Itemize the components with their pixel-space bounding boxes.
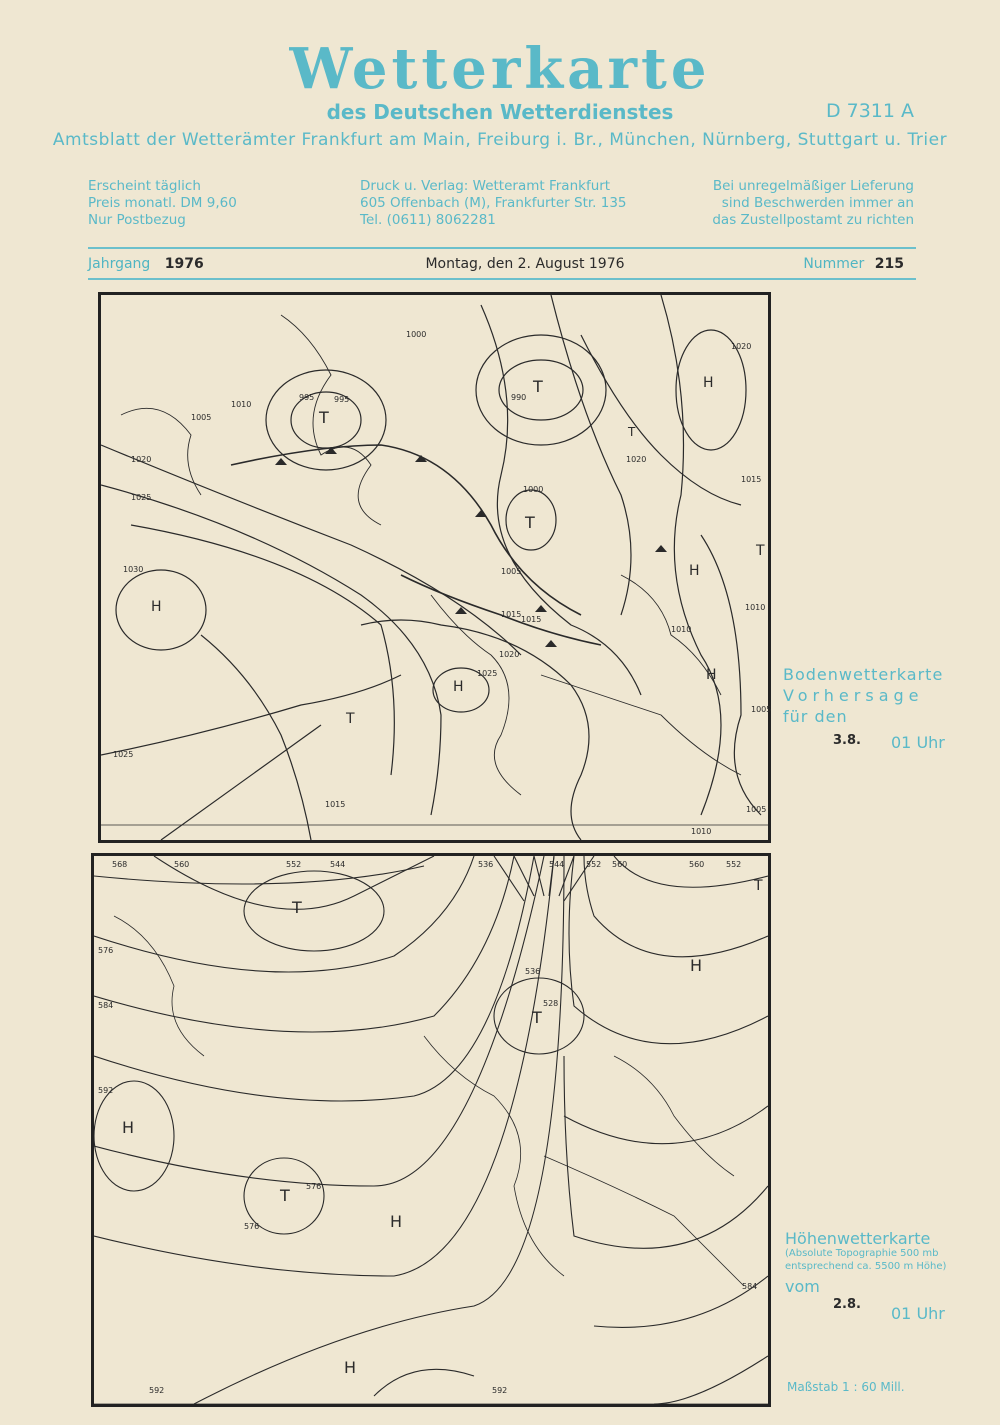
isobar-label: 1010 <box>231 400 252 409</box>
nummer <box>803 256 904 272</box>
high-pressure-label: H <box>344 1358 357 1377</box>
isobar-label: 995 <box>299 393 315 402</box>
isobar-label: 1015 <box>521 615 542 624</box>
amtsblatt-line: Amtsblatt der Wetterämter Frankfurt am Main, Freiburg i. Br., München, Nürnberg, Stuttgart u. Trier <box>52 130 948 150</box>
contour-label: 560 <box>612 860 628 869</box>
delivery-info <box>712 178 914 229</box>
isobar-label: 1020 <box>731 342 752 351</box>
contour-label: 568 <box>112 860 128 869</box>
high-pressure-label: H <box>453 679 464 695</box>
isobar-label: 1000 <box>406 330 427 339</box>
surface-map-date: 3.8. <box>833 733 861 748</box>
low-pressure-label: T <box>756 543 765 559</box>
surface-map-drawing <box>101 295 768 840</box>
isobar-label: 1015 <box>501 610 522 619</box>
isobar-label: 1020 <box>131 455 152 464</box>
high-pressure-label: H <box>151 599 162 615</box>
high-pressure-label: H <box>122 1118 135 1137</box>
surface-map-caption <box>783 664 943 727</box>
newspaper-title: Wetterkarte <box>289 36 711 102</box>
info-line: Nur Postbezug <box>88 212 186 228</box>
caption-line: (Absolute Topographie 500 mb <box>785 1248 939 1259</box>
info-line: Druck u. Verlag: Wetteramt Frankfurt <box>360 178 611 194</box>
contour-label: 544 <box>330 860 346 869</box>
map-scale: Maßstab 1 : 60 Mill. <box>787 1380 905 1394</box>
contour-label: 560 <box>174 860 190 869</box>
info-line: Erscheint täglich <box>88 178 201 194</box>
isobar-label: 1005 <box>501 567 522 576</box>
upper-air-map-date: 2.8. <box>833 1297 861 1312</box>
isobar-label: 1005 <box>751 705 772 714</box>
info-line: sind Beschwerden immer an <box>721 195 914 211</box>
caption-line: für den <box>783 707 848 726</box>
nummer-label: Nummer <box>803 256 865 272</box>
upper-air-map-drawing <box>94 856 768 1404</box>
contour-label: 544 <box>549 860 565 869</box>
contour-label: 576 <box>244 1222 260 1231</box>
contour-label: 552 <box>286 860 302 869</box>
upper-air-map <box>91 853 771 1407</box>
low-pressure-label: T <box>319 408 329 427</box>
jahrgang-label: Jahrgang <box>88 256 151 272</box>
contour-label: 584 <box>742 1282 758 1291</box>
issue-code: D 7311 A <box>825 100 914 122</box>
contour-label: 560 <box>689 860 705 869</box>
info-line: Preis monatl. DM 9,60 <box>88 195 237 211</box>
low-pressure-label: T <box>346 711 355 727</box>
low-pressure-label: T <box>525 513 535 532</box>
header-rule-top <box>88 247 916 249</box>
header-rule-bottom <box>88 278 916 280</box>
contour-label: 536 <box>525 967 541 976</box>
info-line: das Zustellpostamt zu richten <box>712 212 914 228</box>
isobar-label: 1000 <box>523 485 544 494</box>
contour-label: 552 <box>726 860 742 869</box>
caption-line: Vorhersage <box>783 686 924 705</box>
low-pressure-label: T <box>628 425 636 439</box>
low-pressure-label: T <box>532 1008 542 1027</box>
isobar-label: 1005 <box>746 805 767 814</box>
isobar-label: 1025 <box>131 493 152 502</box>
isobar-label: 1020 <box>499 650 520 659</box>
contour-label: 592 <box>149 1386 165 1395</box>
caption-line: Bodenwetterkarte <box>783 665 944 684</box>
high-pressure-label: H <box>689 563 700 579</box>
info-line: Bei unregelmäßiger Lieferung <box>712 178 914 194</box>
isobar-label: 1010 <box>691 827 712 836</box>
isobar-label: 1005 <box>191 413 212 422</box>
contour-label: 576 <box>98 946 114 955</box>
isobar-label: 1025 <box>113 750 134 759</box>
contour-label: 576 <box>306 1182 322 1191</box>
isobar-label: 1015 <box>325 800 346 809</box>
low-pressure-label: T <box>533 377 543 396</box>
surface-weather-map <box>98 292 771 843</box>
info-line: 605 Offenbach (M), Frankfurter Str. 135 <box>360 195 627 211</box>
caption-line: Höhenwetterkarte <box>785 1229 931 1248</box>
publisher-info <box>360 178 627 229</box>
low-pressure-label: T <box>280 1186 290 1205</box>
upper-air-map-caption <box>785 1228 930 1249</box>
contour-label: 592 <box>98 1086 114 1095</box>
caption-line: entsprechend ca. 5500 m Höhe) <box>785 1261 947 1272</box>
isobar-label: 1020 <box>626 455 647 464</box>
isobar-label: 1010 <box>671 625 692 634</box>
high-pressure-label: H <box>690 956 703 975</box>
issue-date: Montag, den 2. August 1976 <box>425 256 625 272</box>
info-line: Tel. (0611) 8062281 <box>360 212 496 228</box>
surface-map-time: 01 Uhr <box>891 733 945 752</box>
isobar-label: 995 <box>334 395 350 404</box>
contour-label: 536 <box>478 860 494 869</box>
high-pressure-label: H <box>703 375 714 391</box>
contour-label: 584 <box>98 1001 114 1010</box>
isobar-label: 1015 <box>741 475 762 484</box>
contour-label: 592 <box>492 1386 508 1395</box>
low-pressure-label: T <box>754 878 763 894</box>
low-pressure-label: T <box>292 898 302 917</box>
publisher-subtitle: des Deutschen Wetterdienstes <box>326 100 674 124</box>
isobar-label: 990 <box>511 393 527 402</box>
high-pressure-label: H <box>390 1212 403 1231</box>
isobar-label: 1010 <box>745 603 766 612</box>
upper-air-map-time: 01 Uhr <box>891 1304 945 1323</box>
nummer-value: 215 <box>874 256 904 272</box>
upper-air-map-subcaption <box>785 1247 946 1273</box>
isobar-label: 1030 <box>123 565 144 574</box>
upper-air-map-vom: vom <box>785 1277 820 1296</box>
contour-label: 528 <box>543 999 559 1008</box>
subscription-info <box>88 178 237 229</box>
jahrgang-value: 1976 <box>164 256 204 272</box>
isobar-label: 1025 <box>477 669 498 678</box>
high-pressure-label: H <box>706 667 717 683</box>
contour-label: 552 <box>586 860 602 869</box>
